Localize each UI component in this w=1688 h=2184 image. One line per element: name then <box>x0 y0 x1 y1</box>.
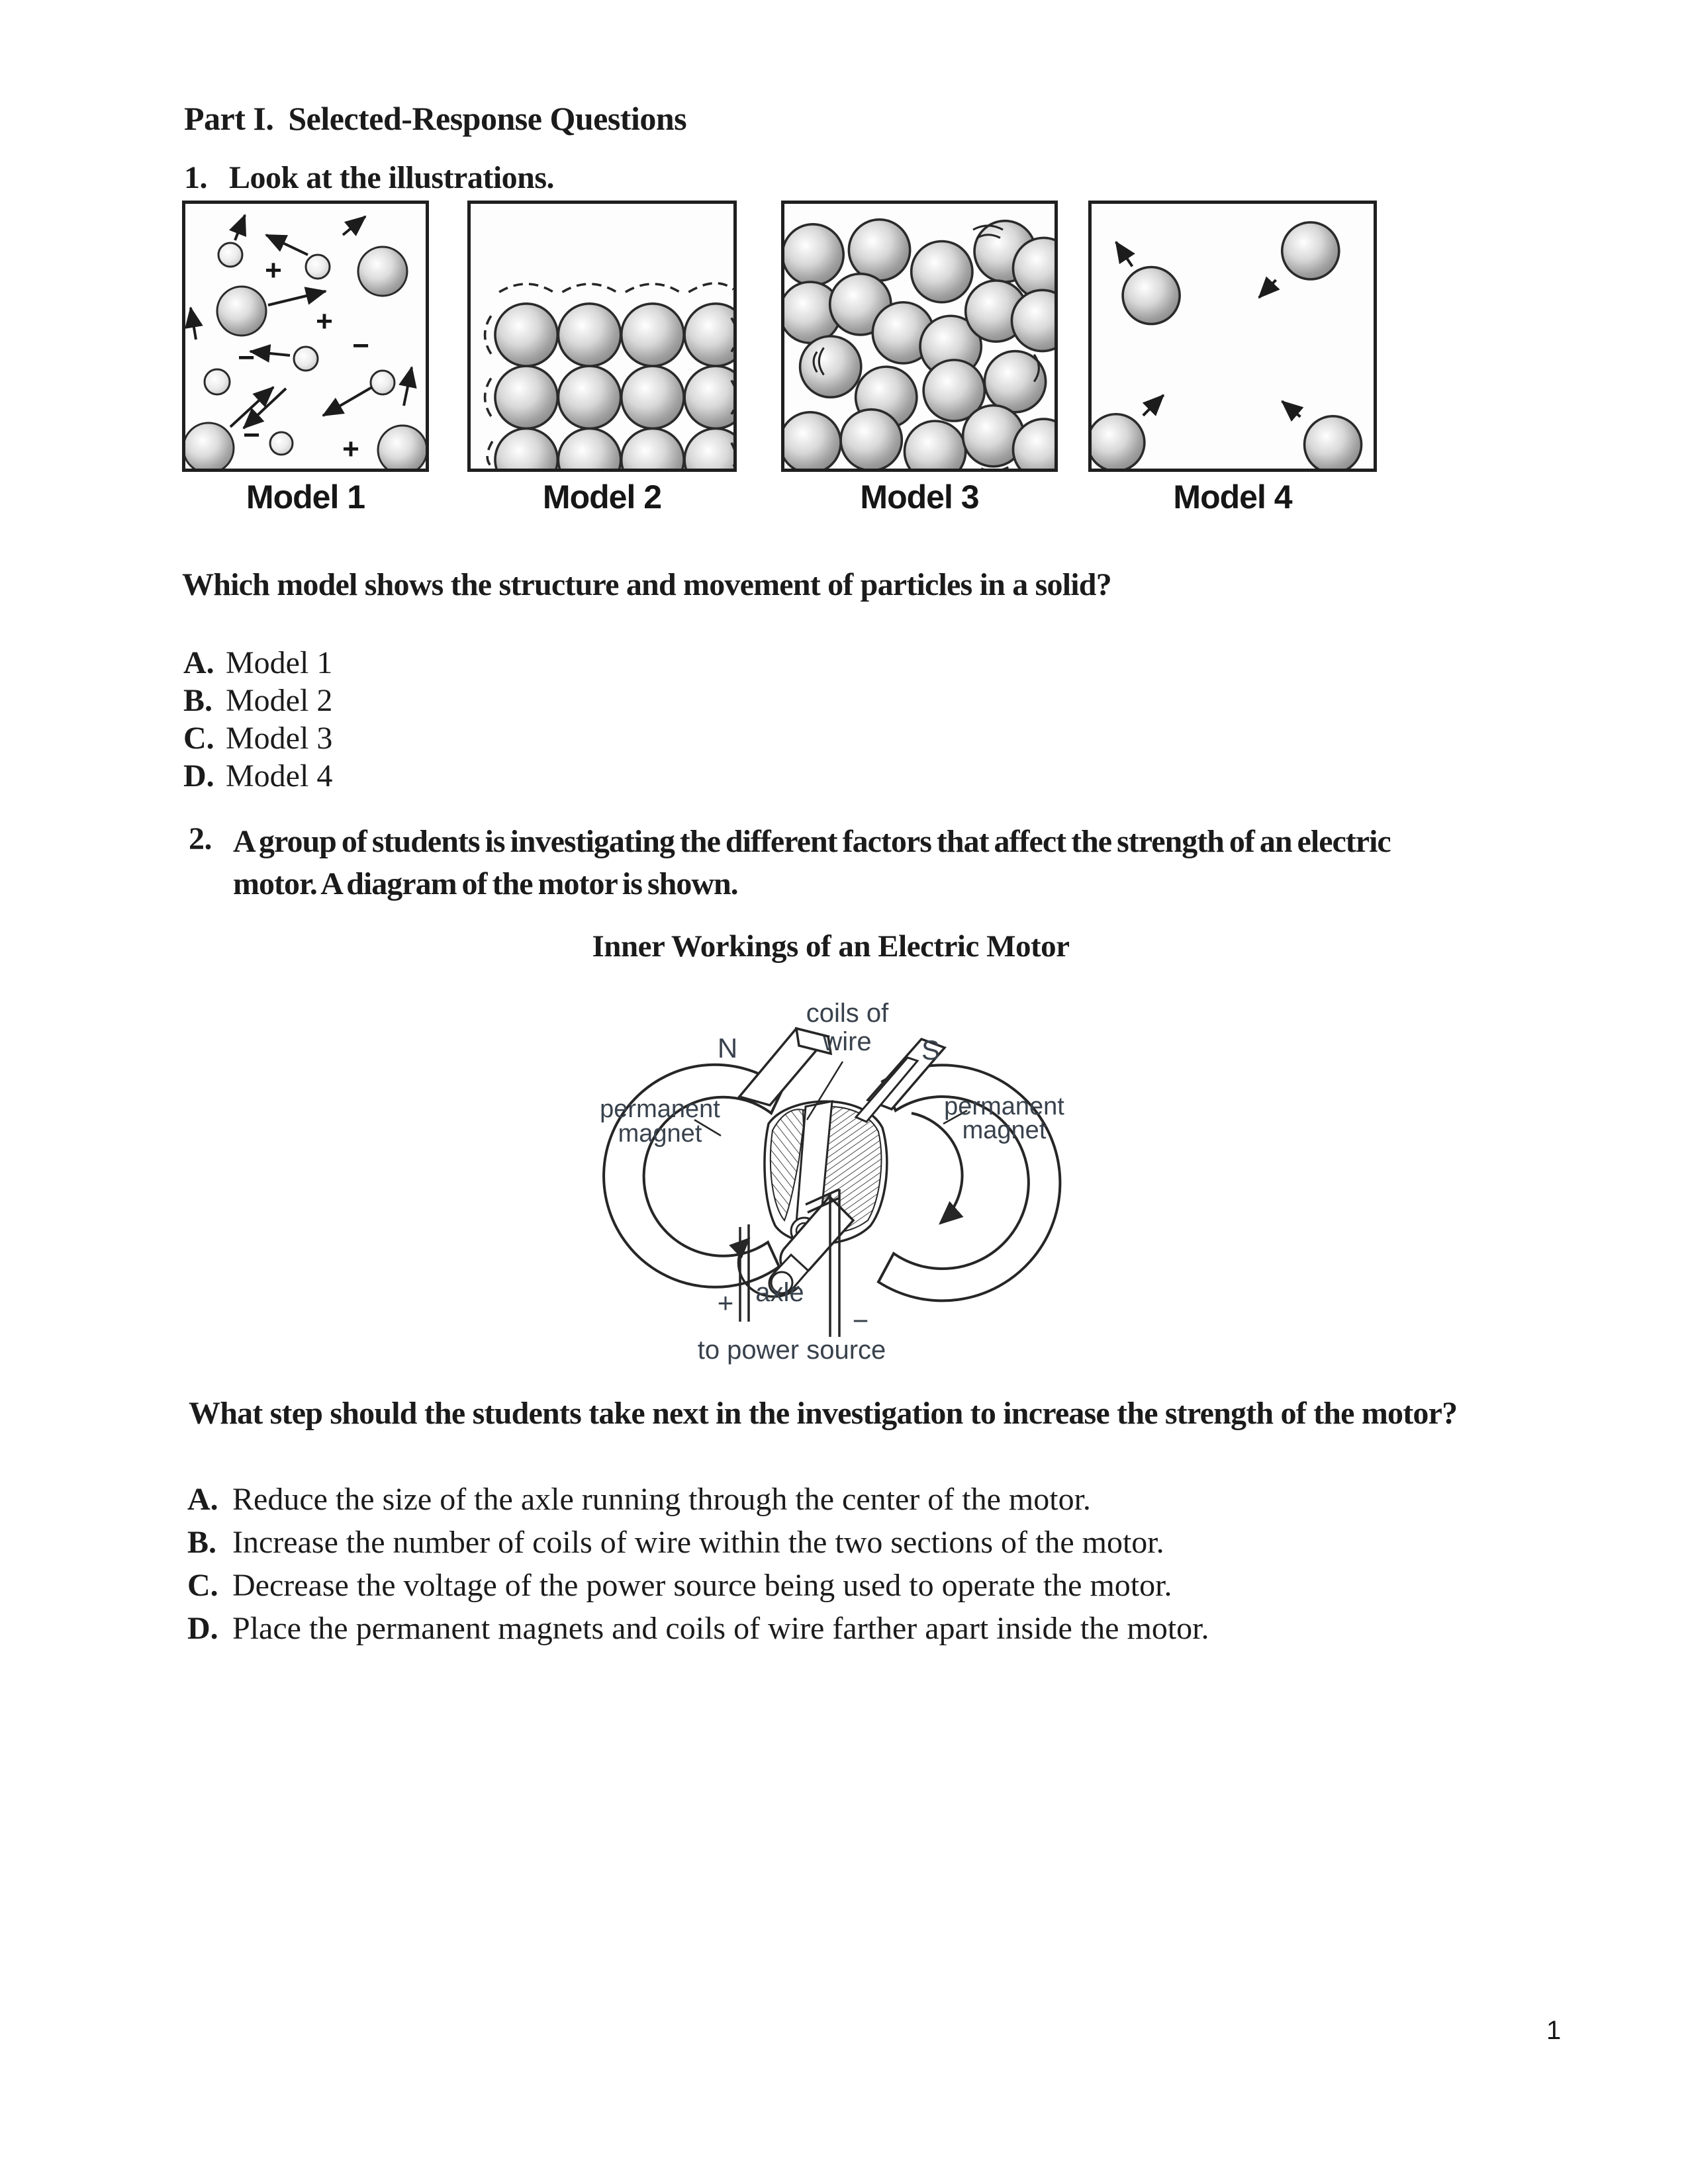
diagram-title: Inner Workings of an Electric Motor <box>592 929 1070 964</box>
q1-option-b-text: Model 2 <box>226 683 333 718</box>
q2-prompt-line2: motor. A diagram of the motor is shown. <box>233 866 738 901</box>
label-permanent-magnet-left-line1: permanent <box>600 1095 720 1123</box>
q2-question: What step should the students take next in the investigation to increase the strength of the motor? <box>189 1396 1458 1431</box>
particles <box>185 243 426 469</box>
model-4-label: Model 4 <box>1173 478 1292 516</box>
q1-option-b-letter: B. <box>183 683 213 718</box>
model-3-illustration <box>784 204 1055 469</box>
label-plus-terminal: + <box>717 1287 734 1318</box>
model-1-box <box>182 201 429 472</box>
model-3-box <box>781 201 1058 472</box>
q2-option-a-letter: A. <box>187 1482 218 1517</box>
label-permanent-magnet-left-line2: magnet <box>618 1120 702 1148</box>
q1-option-a-text: Model 1 <box>226 645 333 680</box>
q2-option-a-text: Reduce the size of the axle running through the center of the motor. <box>232 1482 1091 1517</box>
q2-option-d-letter: D. <box>187 1611 218 1646</box>
q1-option-a <box>183 645 332 681</box>
q2-option-c-text: Decrease the voltage of the power source being used to operate the motor. <box>232 1568 1172 1603</box>
question-1-stem <box>184 159 554 196</box>
question-2-stem <box>189 821 1517 905</box>
label-coils-of-wire-line2: wire <box>823 1027 872 1056</box>
q2-option-b <box>187 1524 1164 1561</box>
model-2-box <box>467 201 737 472</box>
model-1-label: Model 1 <box>246 478 365 516</box>
model-2-label: Model 2 <box>542 478 662 516</box>
plus-sign: + <box>316 305 333 338</box>
q1-question: Which model shows the structure and movement of particles in a solid? <box>182 567 1111 602</box>
q1-option-c <box>183 720 332 756</box>
q1-option-c-letter: C. <box>183 721 214 756</box>
label-permanent-magnet-right-line2: magnet <box>962 1116 1047 1144</box>
particles <box>1092 222 1362 469</box>
q1-option-a-letter: A. <box>183 645 214 680</box>
page-number: 1 <box>1546 2016 1562 2045</box>
particles <box>784 220 1055 469</box>
part-heading <box>184 99 686 138</box>
q1-option-d-letter: D. <box>183 758 214 794</box>
minus-sign: − <box>238 341 255 374</box>
model-1-illustration <box>185 204 426 469</box>
q1-option-d <box>183 758 332 794</box>
q1-option-b <box>183 682 332 719</box>
q2-option-b-text: Increase the number of coils of wire within the two sections of the motor. <box>232 1525 1164 1560</box>
model-4-illustration <box>1092 204 1374 469</box>
q2-option-a <box>187 1481 1091 1518</box>
motor-diagram <box>573 961 1089 1375</box>
part-heading-text: Selected-Response Questions <box>288 100 687 137</box>
label-coils-of-wire-line1: coils of <box>806 999 889 1028</box>
q1-option-c-text: Model 3 <box>226 721 333 756</box>
minus-sign: − <box>243 419 260 451</box>
q1-number: 1. <box>184 160 207 195</box>
q2-prompt <box>233 821 1517 905</box>
label-minus-terminal: − <box>852 1305 869 1336</box>
plus-sign: + <box>265 254 282 287</box>
label-south-pole: S <box>921 1034 941 1066</box>
label-power-source: to power source <box>697 1336 886 1365</box>
model-3-label: Model 3 <box>860 478 979 516</box>
q2-option-d <box>187 1610 1209 1647</box>
part-label: Part I. <box>184 100 274 137</box>
label-north-pole: N <box>717 1032 738 1064</box>
model-2-illustration <box>471 204 733 469</box>
q2-option-d-text: Place the permanent magnets and coils of wire farther apart inside the motor. <box>232 1611 1209 1646</box>
q2-option-c-letter: C. <box>187 1568 218 1603</box>
q2-prompt-line1: A group of students is investigating the different factors that affect the strength of an electric <box>233 824 1391 859</box>
label-axle: axle <box>755 1278 804 1307</box>
q1-option-d-text: Model 4 <box>226 758 333 794</box>
label-permanent-magnet-right-line1: permanent <box>944 1093 1064 1120</box>
q1-prompt: Look at the illustrations. <box>229 160 555 195</box>
q2-number: 2. <box>189 821 212 856</box>
particles <box>495 304 733 469</box>
minus-sign: − <box>352 330 369 362</box>
q2-option-b-letter: B. <box>187 1525 217 1560</box>
plus-sign: + <box>342 433 359 465</box>
q2-option-c <box>187 1567 1172 1604</box>
model-4-box <box>1088 201 1377 472</box>
